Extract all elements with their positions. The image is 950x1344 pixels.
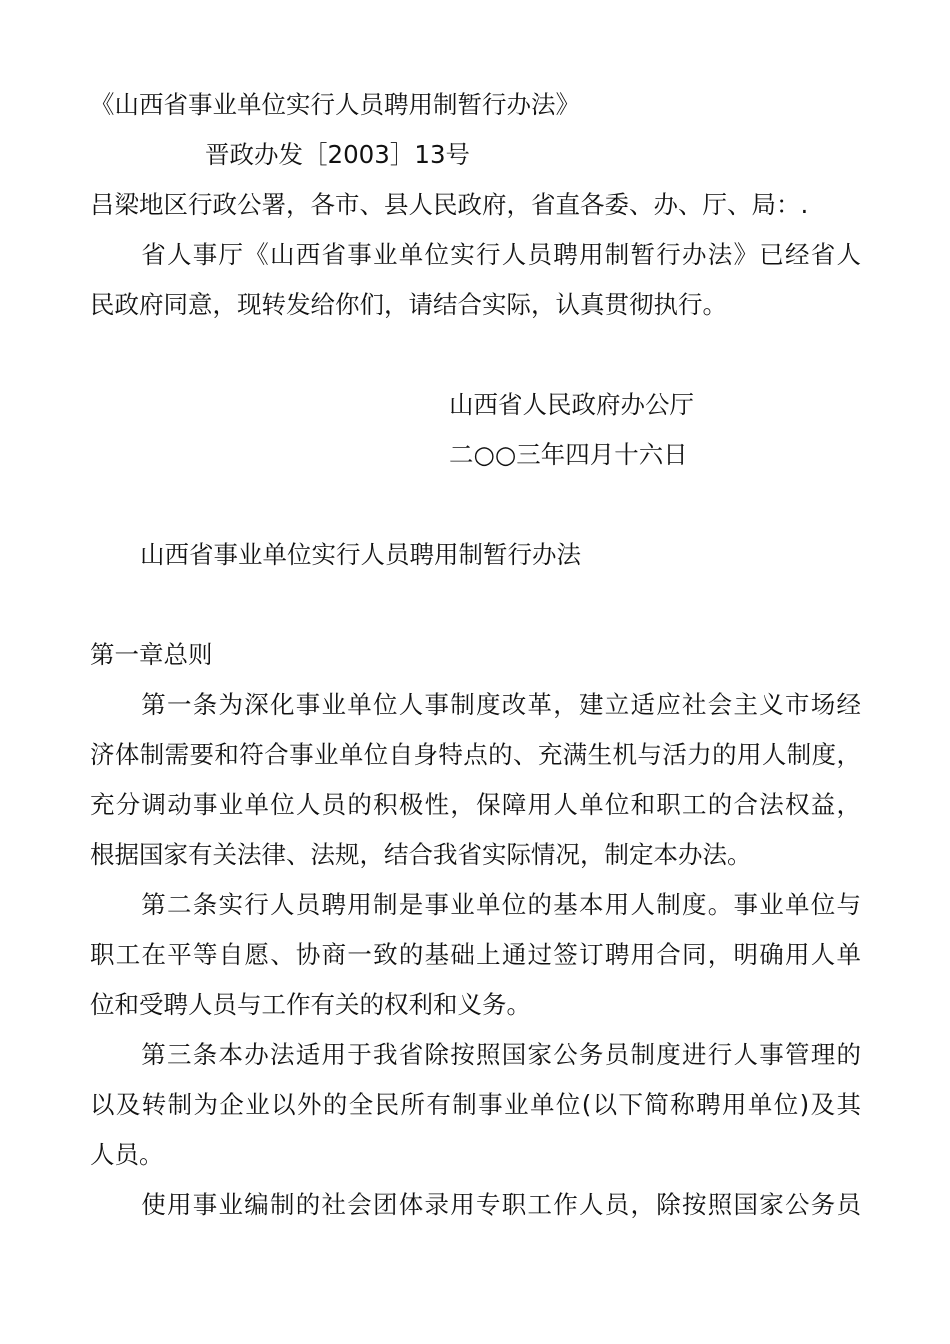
chapter-heading: 第一章总则 (90, 640, 213, 669)
document-number: 晋政办发［2003］13号 (205, 140, 471, 169)
article-3-paragraph-2-line: 使用事业编制的社会团体录用专职工作人员，除按照国家公务员 (140, 1190, 861, 1219)
article-1-line: 根据国家有关法律、法规，结合我省实际情况，制定本办法。 (90, 840, 752, 869)
regulation-title: 山西省事业单位实行人员聘用制暂行办法 (140, 540, 581, 569)
notice-line: 民政府同意，现转发给你们，请结合实际，认真贯彻执行。 (90, 290, 727, 319)
document-title: 《山西省事业单位实行人员聘用制暂行办法》 (90, 90, 580, 119)
recipients-line: 吕梁地区行政公署，各市、县人民政府，省直各委、办、厅、局：. (90, 190, 809, 219)
article-1-line: 第一条为深化事业单位人事制度改革，建立适应社会主义市场经 (140, 690, 861, 719)
issuer: 山西省人民政府办公厅 (449, 390, 694, 419)
article-1-line: 济体制需要和符合事业单位自身特点的、充满生机与活力的用人制度， (90, 740, 861, 769)
article-1-line: 充分调动事业单位人员的积极性，保障用人单位和职工的合法权益， (90, 790, 861, 819)
notice-line: 省人事厅《山西省事业单位实行人员聘用制暂行办法》已经省人 (140, 240, 861, 269)
article-2-line: 位和受聘人员与工作有关的权利和义务。 (90, 990, 531, 1019)
article-3-line: 人员。 (90, 1140, 164, 1169)
article-3-line: 第三条本办法适用于我省除按照国家公务员制度进行人事管理的 (140, 1040, 861, 1069)
article-2-line: 职工在平等自愿、协商一致的基础上通过签订聘用合同，明确用人单 (90, 940, 861, 969)
article-3-line: 以及转制为企业以外的全民所有制事业单位(以下简称聘用单位)及其 (90, 1090, 861, 1119)
issue-date: 二○○三年四月十六日 (449, 440, 688, 469)
article-2-line: 第二条实行人员聘用制是事业单位的基本用人制度。事业单位与 (140, 890, 861, 919)
